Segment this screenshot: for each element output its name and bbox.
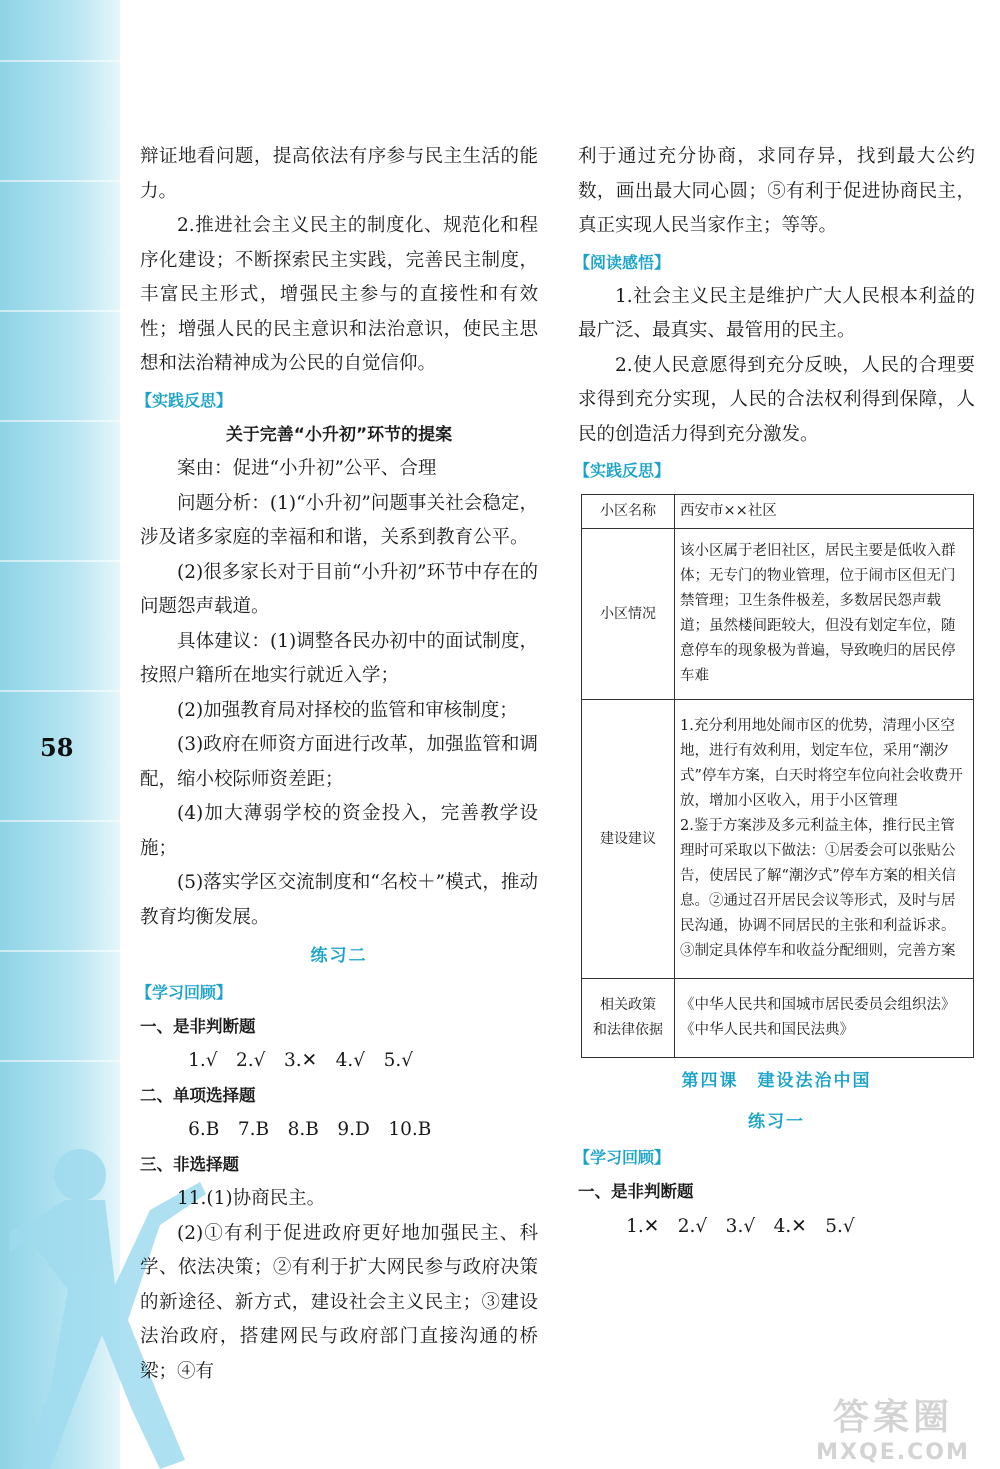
question-heading: 一、是非判断题 <box>578 1182 694 1201</box>
table-cell <box>675 979 974 1058</box>
table-row <box>582 700 974 979</box>
question-heading: 三、非选择题 <box>140 1154 239 1174</box>
paragraph: 2.推进社会主义民主的制度化、规范化和程序化建设；不断探索民主实践，完善民主制度，丰富民主形式，增强民主参与的直接性和有效性；增强人民的民主意识和法治意识，使民主思想和法治精神成为公民的自觉信仰。 <box>140 215 538 374</box>
answer-paragraph: (2)①有利于促进政府更好地加强民主、科学、依法决策；②有利于扩大网民参与政府决策的新途径、新方式，建设社会主义民主；③建设法治政府，搭建网民与政府部门直接沟通的桥梁；④有 <box>140 1222 538 1382</box>
exercise-title: 练习一 <box>748 1111 805 1132</box>
section-tag-practice: 【实践反思】 <box>136 390 233 410</box>
analysis-item: (2)很多家长对于目前“小升初”环节中存在的问题怨声载道。 <box>140 561 538 617</box>
watermark-url: MXQE.COM <box>816 1440 970 1465</box>
table-cell-text: 2.鉴于方案涉及多元利益主体，推行民主管理时可采取以下做法：①居委会可以张贴公告，使居民了解“潮汐式”停车方案的相关信息。②通过召开居民会议等形式，及时与居民沟通，协调不同居民的主张和利益诉求。③制定具体停车和收益分配细则，完善方案 <box>680 818 956 959</box>
table-label-text: 和法律依据 <box>593 1022 663 1038</box>
table-label <box>582 979 675 1058</box>
watermark-logo <box>798 1389 988 1465</box>
section-tag-reading: 【阅读感悟】 <box>574 252 671 272</box>
watermark-text: 答案圈 <box>832 1397 953 1438</box>
table-cell-text: 《中华人民共和国民法典》 <box>680 1022 854 1038</box>
paragraph: 1.社会主义民主是维护广大人民根本利益的最广泛、最真实、最管用的民主。 <box>578 285 975 341</box>
analysis-item: 问题分析：(1)“小升初”问题事关社会稳定，涉及诸多家庭的幸福和和谐，关系到教育公平。 <box>140 492 538 548</box>
suggestion-item: (3)政府在师资方面进行改革，加强监管和调配，缩小校际师资差距； <box>140 734 538 790</box>
suggestion-item: (4)加大薄弱学校的资金投入，完善教学设施； <box>140 803 538 859</box>
table-cell <box>675 700 974 979</box>
table-row <box>582 529 974 700</box>
question-heading: 二、单项选择题 <box>140 1085 256 1105</box>
table-cell-text: 1.充分利用地处闹市区的优势，清理小区空地，进行有效利用，划定车位，采用“潮汐式”停车方案，白天时将空车位向社会收费开放，增加小区收入，用于小区管理 <box>680 718 963 809</box>
lesson-title: 第四课 建设法治中国 <box>681 1071 872 1091</box>
table-cell: 西安市××社区 <box>675 495 974 529</box>
paragraph: 利于通过充分协商，求同存异，找到最大公约数，画出最大同心圆；⑤有利于促进协商民主，真正实现人民当家作主；等等。 <box>578 146 975 236</box>
community-table <box>581 494 974 1058</box>
proposal-cause: 案由：促进“小升初”公平、合理 <box>177 458 437 479</box>
suggestion-item: (2)加强教育局对择校的监管和审核制度； <box>177 699 518 721</box>
answer-line: 1.√ 2.√ 3.✕ 4.√ 5.√ <box>188 1050 414 1071</box>
left-column <box>136 140 538 1389</box>
suggestion-item: 具体建议：(1)调整各民办初中的面试制度，按照户籍所在地实行就近入学； <box>140 630 538 686</box>
paragraph: 2.使人民意愿得到充分反映，人民的合理要求得到充分实现，人民的合法权利得到保障，人民的创造活力得到充分激发。 <box>578 354 975 445</box>
table-row <box>582 495 974 529</box>
paragraph: 辩证地看问题，提高依法有序参与民主生活的能力。 <box>140 146 538 202</box>
table-label-text: 相关政策 <box>600 997 656 1013</box>
table-label: 建设建议 <box>582 700 675 979</box>
question-heading: 一、是非判断题 <box>140 1016 256 1036</box>
answer-line: 6.B 7.B 8.B 9.D 10.B <box>188 1119 432 1140</box>
section-tag-practice: 【实践反思】 <box>574 461 671 480</box>
table-cell-text: 《中华人民共和国城市居民委员会组织法》 <box>680 997 956 1013</box>
answer-line: 1.✕ 2.√ 3.√ 4.✕ 5.√ <box>626 1215 855 1237</box>
exercise-title: 练习二 <box>310 946 368 966</box>
page-number: 58 <box>40 733 74 762</box>
proposal-title: 关于完善“小升初”环节的提案 <box>225 424 453 445</box>
section-tag-review: 【学习回顾】 <box>136 982 233 1002</box>
table-cell: 该小区属于老旧社区，居民主要是低收入群体；无专门的物业管理，位于闹市区但无门禁管理；卫生条件极差，多数居民怨声载道；虽然楼间距较大，但没有划定车位，随意停车的现象极为普遍，导致晚归的居民停车难 <box>675 529 974 700</box>
answer-paragraph: 11.(1)协商民主。 <box>177 1188 326 1209</box>
table-label: 小区名称 <box>582 495 675 529</box>
right-column <box>574 140 975 1244</box>
table-label: 小区情况 <box>582 529 675 700</box>
suggestion-item: (5)落实学区交流制度和“名校＋”模式，推动教育均衡发展。 <box>140 872 538 928</box>
section-tag-review: 【学习回顾】 <box>574 1148 671 1167</box>
table-row <box>582 979 974 1058</box>
